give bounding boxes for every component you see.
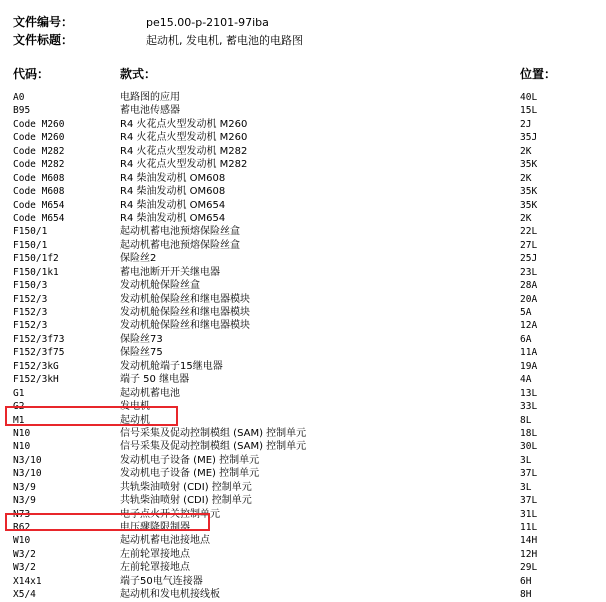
row-position: 2K	[520, 172, 532, 184]
row-code: W3/2	[13, 548, 36, 560]
row-position: 35K	[520, 159, 538, 171]
row-code: N73	[13, 508, 31, 520]
row-position: 25J	[520, 253, 538, 265]
row-position: 4A	[520, 374, 532, 386]
list-item	[0, 306, 606, 319]
row-style: R4 柴油发动机 OM608	[120, 172, 226, 184]
row-style: 端子 50 继电器	[120, 374, 190, 386]
row-style: R4 柴油发动机 OM608	[120, 186, 226, 198]
column-header-style: 款式：	[120, 67, 157, 81]
row-position: 31L	[520, 508, 538, 520]
row-style: 蓄电池传感器	[120, 105, 180, 117]
list-item	[0, 360, 606, 373]
component-list	[0, 91, 606, 602]
row-style: R4 火花点火型发动机 M260	[120, 132, 248, 144]
list-item	[0, 588, 606, 601]
row-code: F150/3	[13, 280, 48, 292]
row-position: 20A	[520, 293, 538, 305]
column-header-code: 代码：	[13, 67, 50, 81]
list-item	[0, 346, 606, 359]
row-position: 28A	[520, 280, 538, 292]
row-style: 发动机舱保险丝盒	[120, 280, 200, 292]
row-position: 35K	[520, 199, 538, 211]
row-position: 2J	[520, 118, 532, 130]
row-position: 3L	[520, 454, 532, 466]
row-code: N3/9	[13, 481, 36, 493]
list-item	[0, 494, 606, 507]
row-position: 30L	[520, 441, 538, 453]
row-position: 35K	[520, 186, 538, 198]
list-item	[0, 131, 606, 144]
row-style: 起动机	[120, 414, 150, 426]
list-item	[0, 172, 606, 185]
row-style: 起动机蓄电池预熔保险丝盒	[120, 239, 240, 251]
row-position: 8H	[520, 589, 532, 601]
list-item	[0, 467, 606, 480]
row-position: 15L	[520, 105, 538, 117]
row-position: 18L	[520, 427, 538, 439]
column-header-position: 位置：	[520, 67, 557, 81]
row-position: 5A	[520, 307, 532, 318]
row-style: 共轨柴油喷射 (CDI) 控制单元	[120, 481, 252, 493]
row-position: 22L	[520, 226, 538, 238]
row-code: F152/3	[13, 320, 48, 332]
row-code: F152/3kG	[13, 360, 59, 372]
row-code: F150/1f2	[13, 253, 59, 265]
row-position: 14H	[520, 535, 538, 547]
row-position: 27L	[520, 239, 538, 251]
list-item	[0, 575, 606, 588]
row-code: Code M282	[13, 159, 65, 171]
row-style: 起动机蓄电池接地点	[120, 535, 210, 547]
row-style: R4 火花点火型发动机 M282	[120, 145, 248, 157]
row-style: 电子点火开关控制单元	[120, 508, 220, 520]
row-style: 起动机蓄电池预熔保险丝盒	[120, 226, 240, 238]
row-code: Code M260	[13, 118, 65, 130]
row-position: 13L	[520, 387, 538, 399]
row-code: F150/1	[13, 239, 48, 251]
list-item	[0, 548, 606, 561]
list-item	[0, 319, 606, 332]
row-code: Code M654	[13, 199, 65, 211]
row-code: F152/3kH	[13, 374, 59, 386]
row-code: N10	[13, 441, 31, 453]
row-position: 6A	[520, 333, 532, 345]
row-style: 起动机和发电机接线板	[120, 589, 220, 601]
list-item	[0, 521, 606, 534]
list-item	[0, 266, 606, 279]
doc-title-value: 起动机, 发电机, 蓄电池的电路图	[146, 34, 303, 47]
row-style: 保险丝2	[120, 253, 157, 265]
row-style: 发动机舱端子15继电器	[120, 360, 223, 372]
list-item	[0, 91, 606, 104]
row-code: N3/10	[13, 454, 42, 466]
doc-number-value: pe15.00-p-2101-97iba	[146, 16, 269, 29]
row-position: 33L	[520, 401, 538, 413]
row-code: R62	[13, 522, 31, 533]
row-position: 35J	[520, 132, 538, 144]
list-item	[0, 225, 606, 238]
row-style: 端子50电气连接器	[120, 575, 203, 587]
row-position: 23L	[520, 266, 538, 278]
row-code: A0	[13, 92, 25, 103]
row-code: G1	[13, 387, 25, 399]
row-position: 11A	[520, 347, 538, 359]
row-style: 电压骤降限制器	[120, 522, 190, 533]
list-item	[0, 185, 606, 198]
row-code: Code M654	[13, 212, 65, 224]
list-item	[0, 414, 606, 427]
row-code: W10	[13, 535, 31, 547]
row-position: 12A	[520, 320, 538, 332]
row-position: 12H	[520, 548, 538, 560]
row-code: N3/9	[13, 495, 36, 507]
list-item	[0, 481, 606, 494]
row-code: F152/3f75	[13, 347, 65, 359]
list-item	[0, 239, 606, 252]
row-style: 发动机电子设备 (ME) 控制单元	[120, 468, 260, 480]
row-position: 2K	[520, 145, 532, 157]
row-style: R4 火花点火型发动机 M282	[120, 159, 248, 171]
row-position: 37L	[520, 495, 538, 507]
doc-number-label: 文件编号：	[13, 15, 74, 29]
row-code: Code M608	[13, 172, 65, 184]
row-style: 发动机舱保险丝和继电器模块	[120, 293, 250, 305]
row-position: 11L	[520, 522, 538, 533]
row-code: Code M608	[13, 186, 65, 198]
row-position: 2K	[520, 212, 532, 224]
row-style: R4 柴油发动机 OM654	[120, 199, 226, 211]
list-item	[0, 212, 606, 225]
row-code: B95	[13, 105, 31, 117]
list-item	[0, 333, 606, 346]
row-style: 保险丝73	[120, 333, 163, 345]
list-item	[0, 279, 606, 292]
row-style: 共轨柴油喷射 (CDI) 控制单元	[120, 495, 252, 507]
row-code: M1	[13, 414, 25, 426]
row-style: 左前轮罩接地点	[120, 548, 190, 560]
list-item	[0, 118, 606, 131]
list-item	[0, 534, 606, 547]
row-position: 6H	[520, 575, 532, 587]
list-item	[0, 508, 606, 521]
row-style: 左前轮罩接地点	[120, 562, 190, 574]
list-item	[0, 104, 606, 117]
row-style: 保险丝75	[120, 347, 163, 359]
row-code: Code M282	[13, 145, 65, 157]
row-code: W3/2	[13, 562, 36, 574]
row-style: R4 火花点火型发动机 M260	[120, 118, 248, 130]
list-item	[0, 427, 606, 440]
row-style: 电路图的应用	[120, 92, 180, 103]
row-style: 发动机舱保险丝和继电器模块	[120, 307, 250, 318]
row-position: 8L	[520, 414, 532, 426]
row-style: 发动机电子设备 (ME) 控制单元	[120, 454, 260, 466]
row-position: 29L	[520, 562, 538, 574]
row-code: N10	[13, 427, 31, 439]
row-code: N3/10	[13, 468, 42, 480]
row-style: 发动机舱保险丝和继电器模块	[120, 320, 250, 332]
list-item	[0, 199, 606, 212]
row-code: X14x1	[13, 575, 42, 587]
list-item	[0, 252, 606, 265]
row-code: F152/3	[13, 293, 48, 305]
row-position: 3L	[520, 481, 532, 493]
row-style: 起动机蓄电池	[120, 387, 180, 399]
row-style: 信号采集及促动控制模组 (SAM) 控制单元	[120, 427, 307, 439]
list-item	[0, 400, 606, 413]
doc-title-label: 文件标题：	[13, 33, 74, 47]
list-item	[0, 373, 606, 386]
list-item	[0, 158, 606, 171]
list-item	[0, 293, 606, 306]
row-code: Code M260	[13, 132, 65, 144]
row-style: 信号采集及促动控制模组 (SAM) 控制单元	[120, 441, 307, 453]
row-style: R4 柴油发动机 OM654	[120, 212, 226, 224]
row-position: 40L	[520, 92, 538, 103]
row-code: F150/1k1	[13, 266, 59, 278]
list-item	[0, 145, 606, 158]
row-code: G2	[13, 401, 25, 413]
row-style: 发电机	[120, 401, 150, 413]
row-code: X5/4	[13, 589, 36, 601]
row-code: F152/3	[13, 307, 48, 318]
list-item	[0, 440, 606, 453]
list-item	[0, 561, 606, 574]
row-code: F152/3f73	[13, 333, 65, 345]
row-position: 19A	[520, 360, 538, 372]
row-code: F150/1	[13, 226, 48, 238]
list-item	[0, 454, 606, 467]
list-item	[0, 387, 606, 400]
row-position: 37L	[520, 468, 538, 480]
row-style: 蓄电池断开开关继电器	[120, 266, 220, 278]
